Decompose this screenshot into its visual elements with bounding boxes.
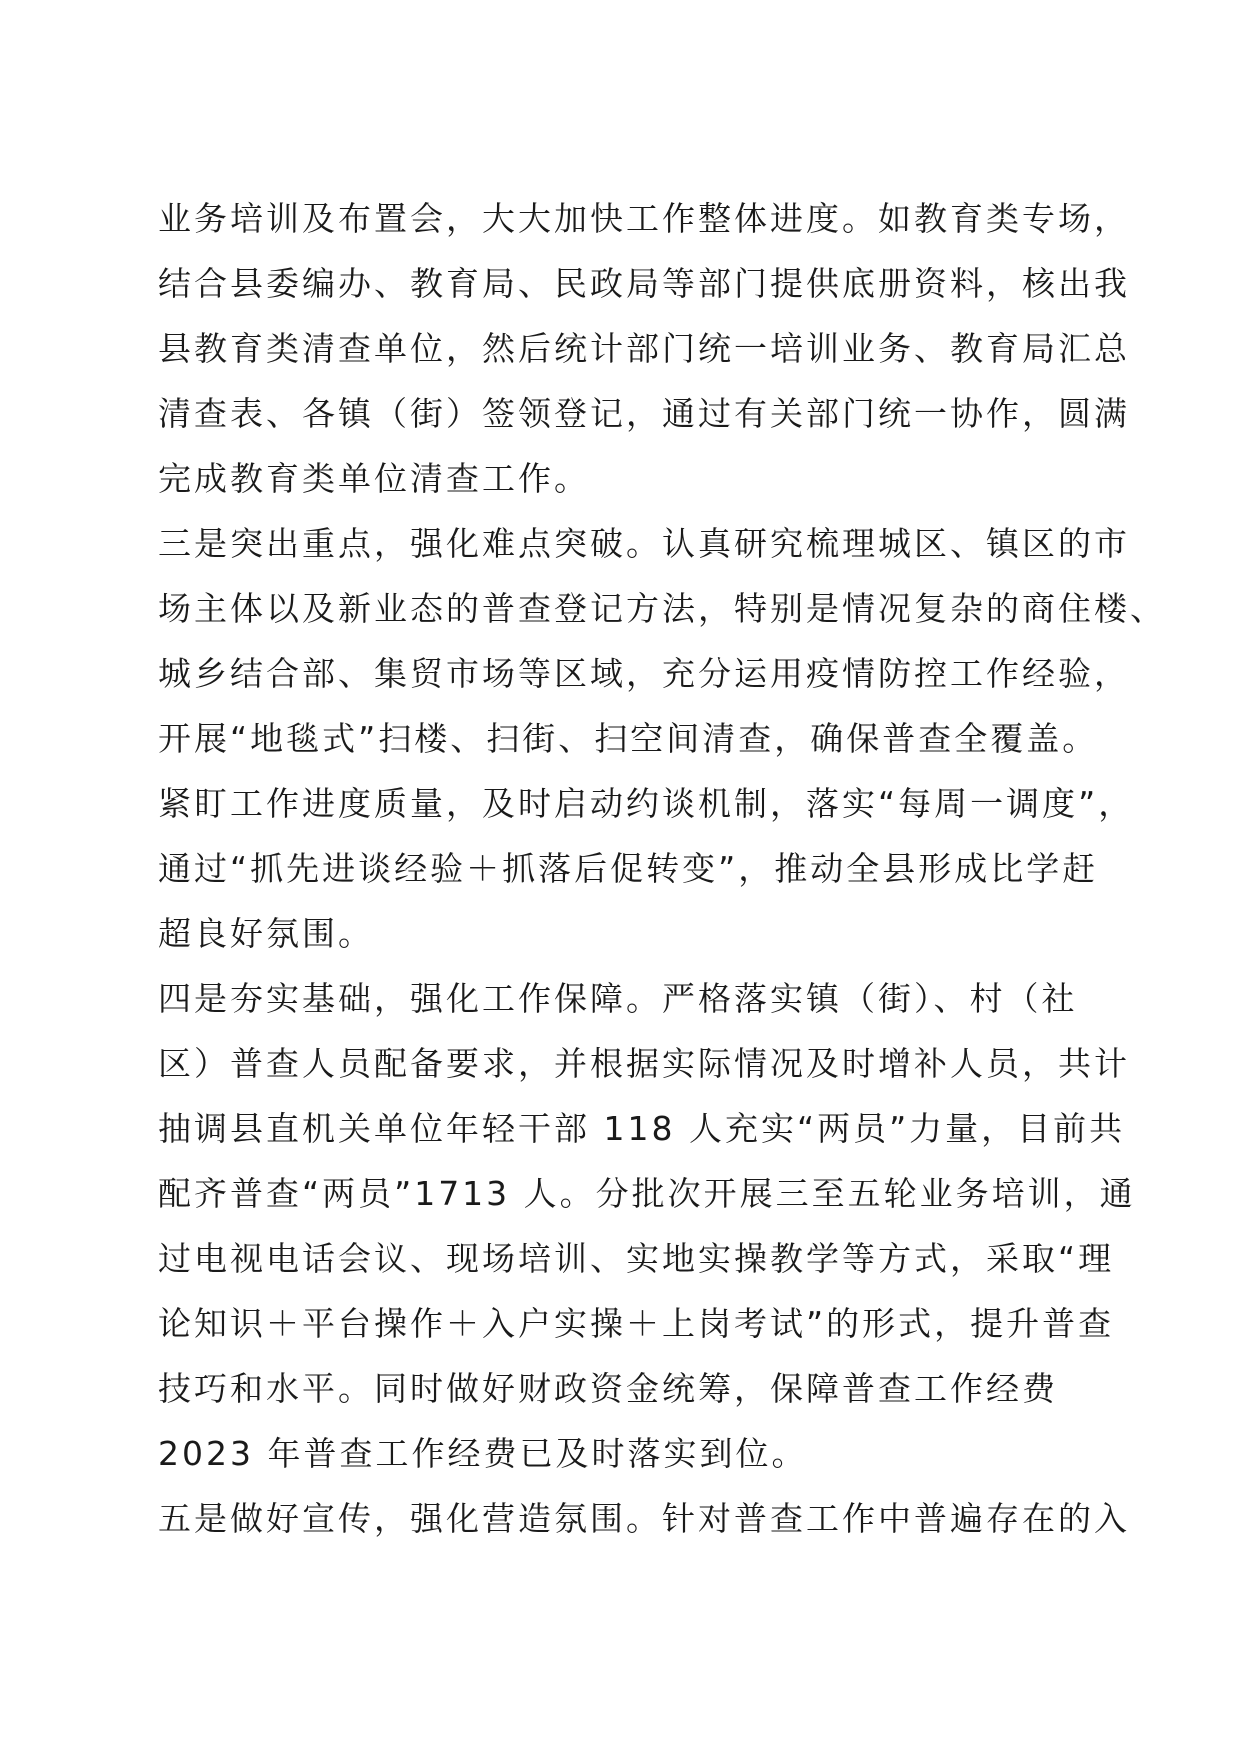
text-line: 场主体以及新业态的普查登记方法，特别是情况复杂的商住楼、	[158, 589, 1166, 628]
text-line: 结合县委编办、教育局、民政局等部门提供底册资料，核出我	[158, 264, 1130, 303]
text-line: 清查表、各镇（街）签领登记，通过有关部门统一协作，圆满	[158, 394, 1130, 433]
text-line: 紧盯工作进度质量，及时启动约谈机制，落实“每周一调度”，	[158, 784, 1135, 823]
text-line: 论知识＋平台操作＋入户实操＋上岗考试”的形式，提升普查	[158, 1304, 1115, 1343]
text-line: 县教育类清查单位，然后统计部门统一培训业务、教育局汇总	[158, 329, 1130, 368]
text-line: 技巧和水平。同时做好财政资金统筹，保障普查工作经费	[158, 1369, 1058, 1408]
text-line: 五是做好宣传，强化营造氛围。针对普查工作中普遍存在的入	[158, 1499, 1130, 1538]
text-line: 抽调县直机关单位年轻干部 118 人充实“两员”力量，目前共	[158, 1109, 1126, 1148]
text-line: 城乡结合部、集贸市场等区域，充分运用疫情防控工作经验，	[158, 654, 1130, 693]
text-line: 超良好氛围。	[158, 914, 374, 953]
text-line: 四是夯实基础，强化工作保障。严格落实镇（街）、村（社	[158, 979, 1078, 1018]
text-line: 通过“抓先进谈经验＋抓落后促转变”，推动全县形成比学赶	[158, 849, 1099, 888]
text-line: 业务培训及布置会，大大加快工作整体进度。如教育类专场，	[158, 199, 1130, 238]
text-line: 配齐普查“两员”1713 人。分批次开展三至五轮业务培训，通	[158, 1174, 1136, 1213]
text-line: 2023 年普查工作经费已及时落实到位。	[158, 1434, 808, 1473]
text-line: 过电视电话会议、现场培训、实地实操教学等方式，采取“理	[158, 1239, 1115, 1278]
text-line: 三是突出重点，强化难点突破。认真研究梳理城区、镇区的市	[158, 524, 1130, 563]
text-line: 完成教育类单位清查工作。	[158, 459, 590, 498]
text-line: 开展“地毯式”扫楼、扫街、扫空间清查，确保普查全覆盖。	[158, 719, 1099, 758]
document-body	[158, 186, 1166, 1551]
text-line: 区）普查人员配备要求，并根据实际情况及时增补人员，共计	[158, 1044, 1130, 1083]
